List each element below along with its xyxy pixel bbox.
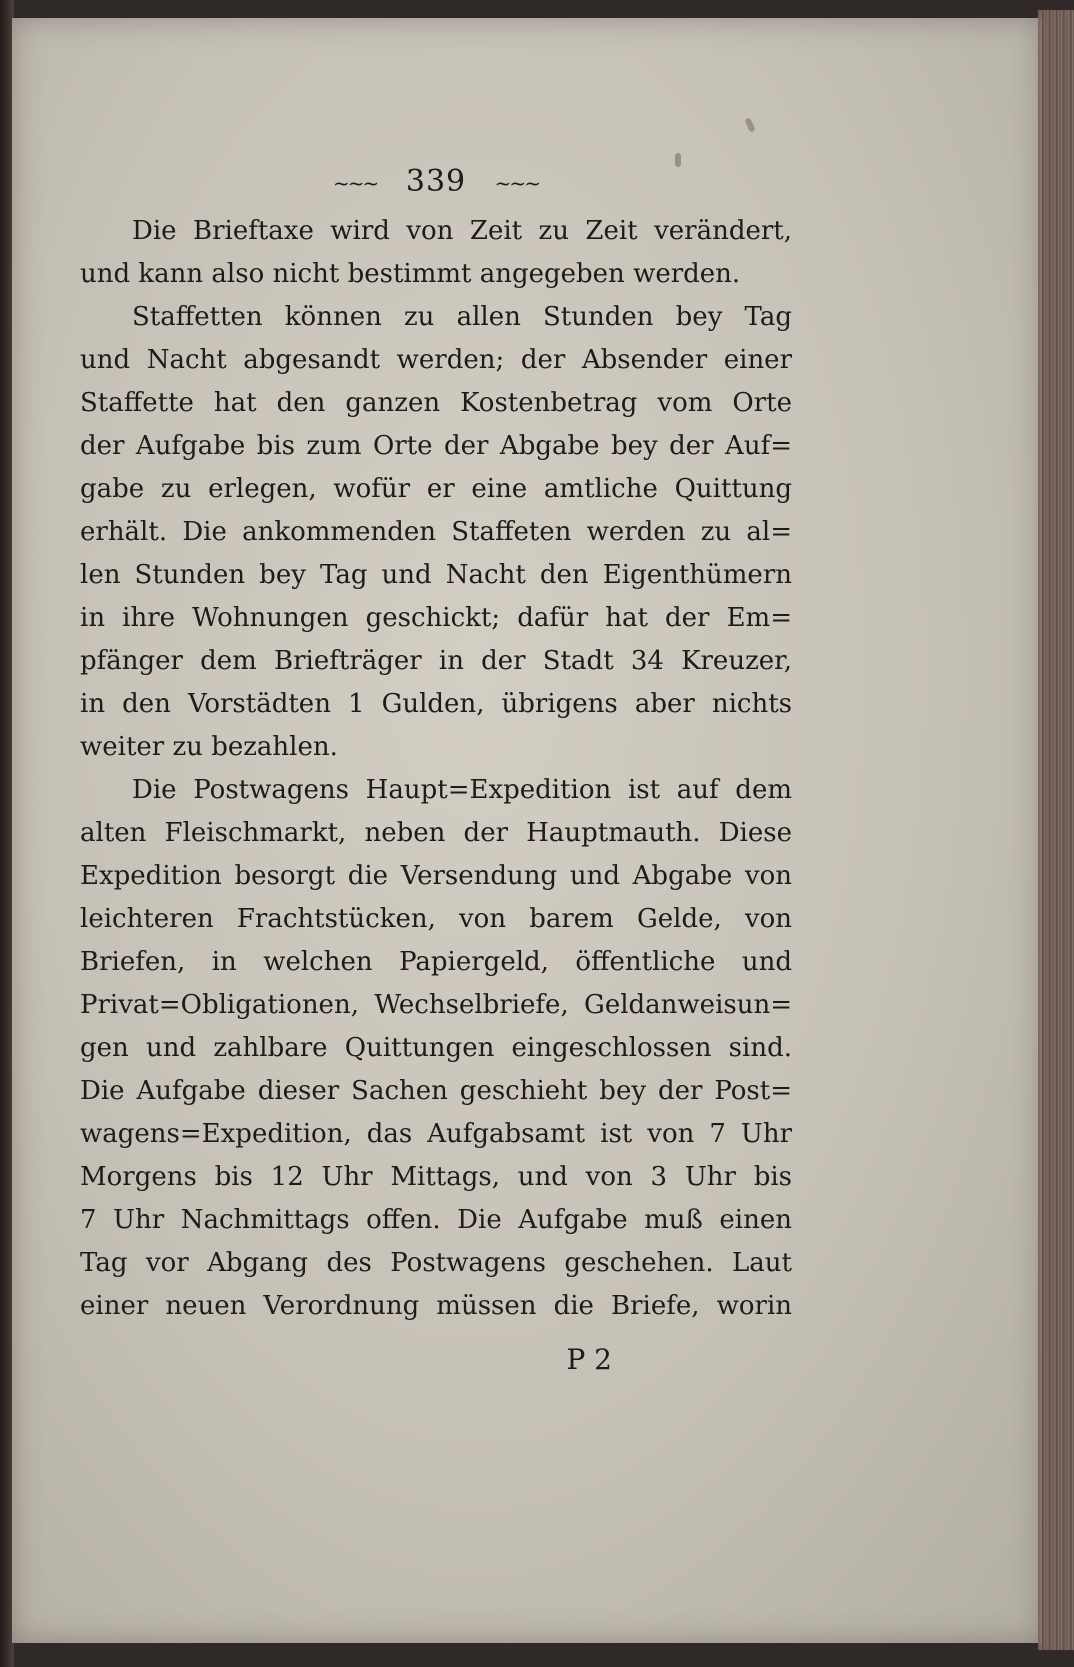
text-line: gabe zu erlegen, wofür er eine amtliche Quittung bbox=[80, 474, 792, 504]
text-line: einer neuen Verordnung müssen die Briefe, worin bbox=[80, 1291, 792, 1321]
text-line: len Stunden bey Tag und Nacht den Eigenthümern bbox=[80, 560, 792, 590]
text-line: erhält. Die ankommenden Staffeten werden zu al= bbox=[80, 517, 792, 547]
text-line: und Nacht abgesandt werden; der Absender einer bbox=[80, 345, 792, 375]
running-header bbox=[80, 160, 792, 204]
text-line: in ihre Wohnungen geschickt; dafür hat der Em= bbox=[80, 603, 792, 633]
text-line: Expedition besorgt die Versendung und Abgabe von bbox=[80, 861, 792, 891]
text-line: Tag vor Abgang des Postwagens geschehen. Laut bbox=[80, 1248, 792, 1278]
page-stack-edge bbox=[1038, 10, 1074, 1650]
text-line: weiter zu bezahlen. bbox=[80, 732, 338, 762]
text-line: und kann also nicht bestimmt angegeben werden. bbox=[80, 259, 741, 289]
text-line: pfänger dem Briefträger in der Stadt 34 Kreuzer, bbox=[80, 646, 792, 676]
text-line: Privat=Obligationen, Wechselbriefe, Geldanweisun= bbox=[80, 990, 792, 1020]
ornament-right: ~~~ bbox=[494, 171, 539, 195]
text-line: Die Brieftaxe wird von Zeit zu Zeit verändert, bbox=[132, 216, 792, 246]
text-line: alten Fleischmarkt, neben der Hauptmauth. Diese bbox=[80, 818, 792, 848]
text-line: Die Postwagens Haupt=Expedition ist auf dem bbox=[132, 775, 792, 805]
text-line: Morgens bis 12 Uhr Mittags, und von 3 Uhr bis bbox=[80, 1162, 792, 1192]
page-number: 339 bbox=[405, 164, 467, 199]
ink-smudge bbox=[744, 117, 755, 132]
text-line: leichteren Frachtstücken, von barem Gelde, von bbox=[80, 904, 792, 934]
text-block bbox=[80, 160, 792, 1382]
text-line: Die Aufgabe dieser Sachen geschieht bey der Post= bbox=[80, 1076, 792, 1106]
text-line: 7 Uhr Nachmittags offen. Die Aufgabe muß einen bbox=[80, 1205, 792, 1235]
ornament-left: ~~~ bbox=[333, 171, 378, 195]
text-line: Staffette hat den ganzen Kostenbetrag vom Orte bbox=[80, 388, 792, 418]
text-line: Staffetten können zu allen Stunden bey Tag bbox=[132, 302, 792, 332]
text-line: Briefen, in welchen Papiergeld, öffentliche und bbox=[80, 947, 792, 977]
text-line: wagens=Expedition, das Aufgabsamt ist von 7 Uhr bbox=[80, 1119, 792, 1149]
text-line: gen und zahlbare Quittungen eingeschlossen sind. bbox=[80, 1033, 792, 1063]
text-line: in den Vorstädten 1 Gulden, übrigens aber nichts bbox=[80, 689, 792, 719]
signature-mark: P 2 bbox=[566, 1343, 612, 1376]
text-line: der Aufgabe bis zum Orte der Abgabe bey der Auf= bbox=[80, 431, 792, 461]
